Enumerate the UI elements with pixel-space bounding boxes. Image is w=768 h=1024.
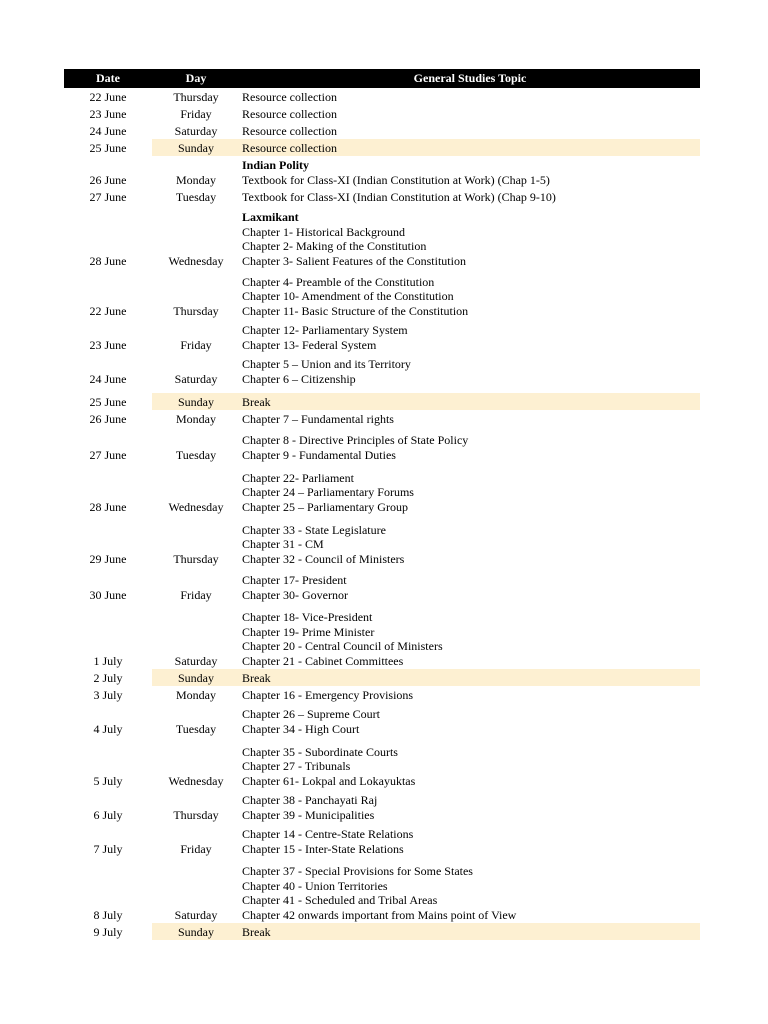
table-row: [64, 427, 700, 463]
table-row: [64, 188, 700, 205]
row-date: 24 June: [89, 371, 127, 386]
table-row: [64, 789, 700, 823]
row-day: Friday: [180, 841, 212, 856]
row-topic: [242, 707, 380, 736]
row-topic: [242, 275, 468, 319]
topic-line: Resource collection: [242, 89, 337, 104]
topic-line: Chapter 1- Historical Background: [242, 224, 405, 239]
topic-line: Chapter 31 - CM: [242, 537, 324, 551]
topic-line: Chapter 24 – Parliamentary Forums: [242, 485, 414, 499]
topic-line: Chapter 15 - Inter-State Relations: [242, 841, 404, 856]
topic-line: Chapter 16 - Emergency Provisions: [242, 687, 414, 702]
row-date: 22 June: [89, 303, 127, 318]
row-day: Friday: [180, 337, 212, 352]
row-topic: [242, 124, 337, 139]
row-topic: [242, 107, 337, 122]
topic-line: Chapter 40 - Union Territories: [242, 878, 388, 893]
row-date: 25 June: [89, 140, 127, 155]
row-date: 27 June: [89, 189, 127, 204]
row-day: Monday: [176, 172, 216, 187]
row-date: 26 June: [89, 411, 127, 426]
row-day: Monday: [176, 411, 216, 426]
topic-line: Chapter 14 - Centre-State Relations: [242, 827, 414, 841]
row-date: 24 June: [89, 123, 127, 138]
row-topic: [242, 573, 348, 602]
row-date: 4 July: [93, 721, 123, 736]
table-row: [64, 393, 700, 410]
topic-line: Textbook for Class-XI (Indian Constitution at Work) (Chap 9-10): [242, 189, 556, 204]
topic-heading: Laxmikant: [242, 210, 299, 224]
row-date: 2 July: [93, 670, 123, 685]
row-date: 25 June: [89, 394, 127, 409]
topic-line: Chapter 8 - Directive Principles of State Policy: [242, 433, 469, 447]
topic-line: Chapter 30- Governor: [242, 587, 348, 602]
row-day: Wednesday: [168, 499, 224, 514]
table-row: [64, 737, 700, 789]
topic-line: Break: [242, 924, 271, 939]
row-topic: [242, 688, 413, 703]
table-row: [64, 122, 700, 139]
table-row: [64, 603, 700, 669]
row-topic: [242, 141, 337, 156]
topic-line: Chapter 35 - Subordinate Courts: [242, 744, 398, 759]
row-topic: [242, 158, 550, 187]
topic-line: Chapter 41 - Scheduled and Tribal Areas: [242, 893, 438, 907]
row-topic: [242, 210, 466, 268]
topic-line: Chapter 39 - Municipalities: [242, 807, 375, 822]
table-row: [64, 205, 700, 269]
topic-line: Chapter 6 – Citizenship: [242, 371, 356, 386]
row-topic: [242, 323, 408, 352]
topic-line: Chapter 13- Federal System: [242, 337, 377, 352]
table-row: [64, 515, 700, 567]
row-topic: [242, 827, 413, 856]
row-day: Wednesday: [168, 773, 224, 788]
table-row: [64, 156, 700, 188]
topic-line: Chapter 27 - Tribunals: [242, 759, 351, 773]
topic-line: Textbook for Class-XI (Indian Constitution at Work) (Chap 1-5): [242, 172, 550, 187]
header-topic: General Studies Topic: [413, 71, 527, 85]
row-date: 28 June: [89, 499, 127, 514]
table-row: [64, 857, 700, 923]
row-date: 23 June: [89, 106, 127, 121]
row-day: Wednesday: [168, 253, 224, 268]
row-date: 9 July: [93, 924, 123, 939]
topic-line: Chapter 32 - Council of Ministers: [242, 551, 405, 566]
topic-line: Chapter 11- Basic Structure of the Constitution: [242, 303, 469, 318]
row-date: 1 July: [93, 653, 123, 668]
row-day: Sunday: [178, 924, 214, 939]
topic-line: Chapter 2- Making of the Constitution: [242, 239, 427, 253]
row-topic: [242, 864, 516, 922]
topic-line: Chapter 26 – Supreme Court: [242, 707, 380, 721]
row-date: 3 July: [93, 687, 123, 702]
row-date: 22 June: [89, 89, 127, 104]
topic-line: Chapter 10- Amendment of the Constitution: [242, 289, 454, 303]
topic-line: Chapter 21 - Cabinet Committees: [242, 653, 404, 668]
header-day: Day: [185, 71, 207, 85]
row-date: 6 July: [93, 807, 123, 822]
row-topic: [242, 793, 377, 822]
topic-heading: Indian Polity: [242, 158, 310, 172]
row-day: Sunday: [178, 140, 214, 155]
row-topic: [242, 610, 443, 668]
table-row: [64, 923, 700, 940]
row-date: 28 June: [89, 253, 127, 268]
row-topic: [242, 433, 468, 462]
topic-line: Chapter 3- Salient Features of the Constitution: [242, 253, 466, 268]
row-day: Monday: [176, 687, 216, 702]
row-day: Saturday: [174, 653, 218, 668]
row-date: 8 July: [93, 907, 123, 922]
table-row: [64, 410, 700, 427]
row-day: Saturday: [174, 907, 218, 922]
row-date: 27 June: [89, 447, 127, 462]
row-date: 26 June: [89, 172, 127, 187]
row-topic: [242, 925, 271, 940]
table-row: [64, 567, 700, 603]
topic-line: Chapter 12- Parliamentary System: [242, 323, 408, 337]
row-topic: [242, 412, 394, 427]
row-date: 29 June: [89, 551, 127, 566]
row-topic: [242, 90, 337, 105]
topic-line: Chapter 18- Vice-President: [242, 610, 373, 624]
row-topic: [242, 190, 556, 205]
row-day: Friday: [180, 587, 212, 602]
topic-line: Resource collection: [242, 140, 337, 155]
row-topic: [242, 471, 414, 515]
topic-line: Break: [242, 394, 271, 409]
table-row: [64, 703, 700, 737]
topic-line: Chapter 38 - Panchayati Raj: [242, 793, 378, 807]
row-day: Sunday: [178, 670, 214, 685]
topic-line: Break: [242, 670, 271, 685]
table-row: [64, 823, 700, 857]
table-row: [64, 463, 700, 515]
topic-line: Resource collection: [242, 106, 337, 121]
table-header: [64, 69, 700, 88]
table-row: [64, 139, 700, 156]
row-topic: [242, 671, 271, 686]
row-date: 5 July: [93, 773, 123, 788]
topic-line: Chapter 61- Lokpal and Lokayuktas: [242, 773, 416, 788]
row-date: 30 June: [89, 587, 127, 602]
header-date: Date: [96, 71, 120, 85]
row-day: Tuesday: [175, 189, 217, 204]
row-topic: [242, 357, 411, 386]
row-day: Tuesday: [175, 447, 217, 462]
row-day: Friday: [180, 106, 212, 121]
row-day: Saturday: [174, 371, 218, 386]
row-day: Thursday: [173, 89, 219, 104]
row-day: Thursday: [173, 551, 219, 566]
topic-line: Resource collection: [242, 123, 337, 138]
topic-line: Chapter 20 - Central Council of Ministers: [242, 639, 443, 653]
table-row: [64, 686, 700, 703]
row-day: Thursday: [173, 303, 219, 318]
row-date: 7 July: [93, 841, 123, 856]
topic-line: Chapter 42 onwards important from Mains point of View: [242, 907, 517, 922]
topic-line: Chapter 7 – Fundamental rights: [242, 411, 394, 426]
row-topic: [242, 395, 271, 410]
table-row: [64, 353, 700, 387]
topic-line: Chapter 19- Prime Minister: [242, 624, 375, 639]
row-topic: [242, 745, 415, 789]
topic-line: Chapter 22- Parliament: [242, 470, 354, 485]
row-day: Saturday: [174, 123, 218, 138]
table-row: [64, 105, 700, 122]
table-row: [64, 319, 700, 353]
topic-line: Chapter 33 - State Legislature: [242, 522, 386, 537]
table-row: [64, 88, 700, 105]
table-row: [64, 269, 700, 319]
topic-line: Chapter 5 – Union and its Territory: [242, 357, 411, 371]
topic-line: Chapter 4- Preamble of the Constitution: [242, 274, 435, 289]
topic-line: Chapter 34 - High Court: [242, 721, 360, 736]
row-day: Tuesday: [175, 721, 217, 736]
row-topic: [242, 523, 404, 567]
table-row: [64, 669, 700, 686]
topic-line: Chapter 25 – Parliamentary Group: [242, 499, 408, 514]
row-date: 23 June: [89, 337, 127, 352]
topic-line: Chapter 37 - Special Provisions for Some States: [242, 864, 473, 878]
row-day: Sunday: [178, 394, 214, 409]
row-day: Thursday: [173, 807, 219, 822]
topic-line: Chapter 9 - Fundamental Duties: [242, 447, 396, 462]
topic-line: Chapter 17- President: [242, 573, 347, 587]
